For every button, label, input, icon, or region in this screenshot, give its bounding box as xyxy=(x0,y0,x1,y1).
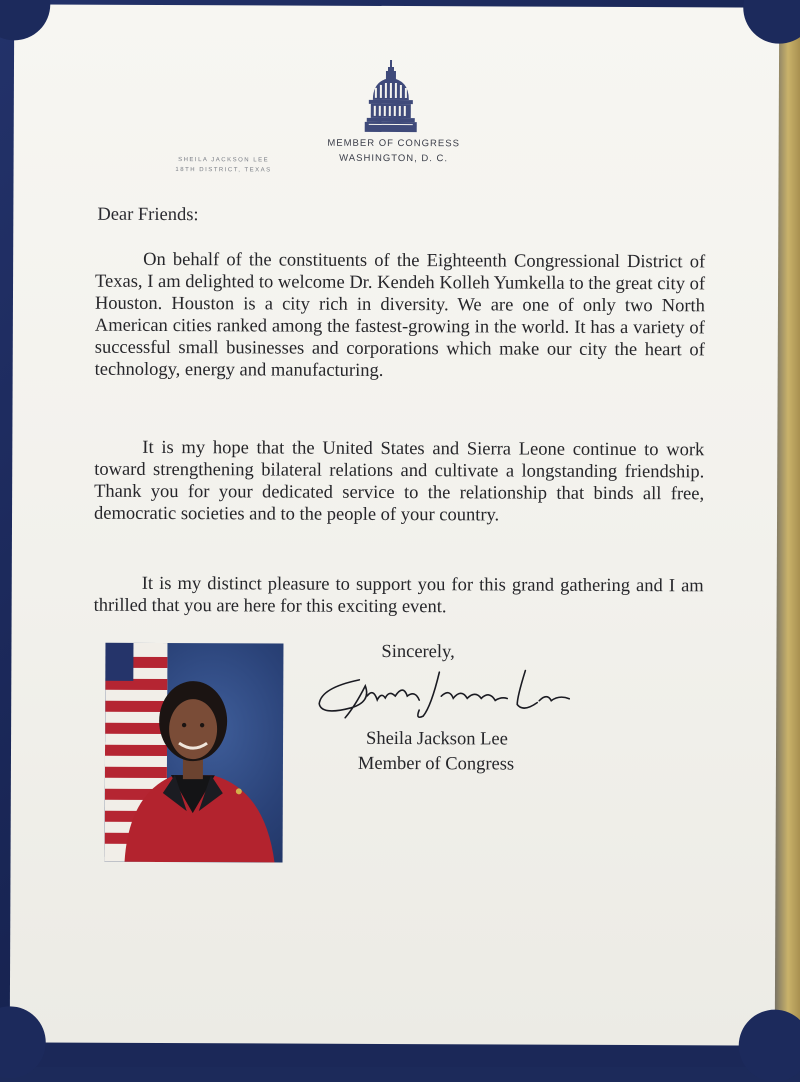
corner-mount-top-right xyxy=(743,0,800,44)
corner-mount-top-left xyxy=(0,0,50,40)
letter-paper xyxy=(10,4,780,1045)
corner-mount-bottom-right xyxy=(739,1010,800,1082)
portrait-photo xyxy=(105,643,284,863)
paragraph-3-text: It is my distinct pleasure to support you for this grand gathering and I am thrilled that you are here for this exciting event. xyxy=(93,573,704,618)
greeting: Dear Friends: xyxy=(97,204,199,226)
signer-name: Sheila Jackson Lee xyxy=(366,728,508,750)
paragraph-1-text: On behalf of the constituents of the Eighteenth Congressional District of Texas, I am delighted to welcome Dr. Kendeh Kolleh Yumkella to the great city of Houston. Houston is a city rich in diversity. We are one of only two North American cities ranked among the fastest-growing in the world. It has a variety of successful small businesses and corporations which make our city the heart of technology, energy and manufacturing. xyxy=(94,249,706,381)
paragraph-3 xyxy=(94,573,704,620)
letterhead-member xyxy=(154,155,294,176)
letterhead-member-district: 18TH DISTRICT, TEXAS xyxy=(175,167,272,174)
paragraph-2-text: It is my hope that the United States and Sierra Leone continue to work toward strengthening bilateral relations and cultivate a longstanding friendship. Thank you for your dedicated service to the relationship that binds all free, democratic societies and to the people of your country. xyxy=(94,437,705,526)
corner-mount-bottom-left xyxy=(0,1006,46,1078)
closing: Sincerely, xyxy=(381,641,455,663)
letterhead-member-name: SHEILA JACKSON LEE xyxy=(178,157,270,164)
capitol-dome-icon xyxy=(363,58,419,136)
portrait-illustration xyxy=(105,643,284,863)
letterhead-office xyxy=(314,136,474,167)
letterhead-office-line1: MEMBER OF CONGRESS xyxy=(327,137,460,150)
paragraph-2 xyxy=(94,437,704,528)
paragraph-1 xyxy=(95,249,706,384)
signer-title: Member of Congress xyxy=(357,753,515,775)
letterhead-office-line2: WASHINGTON, D. C. xyxy=(339,152,449,165)
signature xyxy=(311,666,571,723)
